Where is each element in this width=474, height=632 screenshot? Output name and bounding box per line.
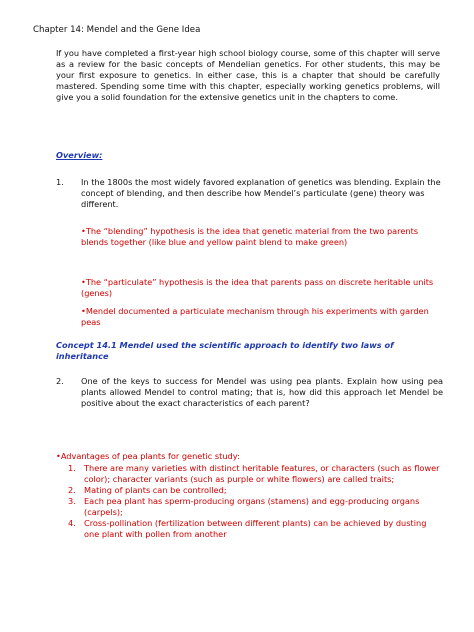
list-item-text: There are many varieties with distinct heritable features, or characters (such as flower color); character variants (such as purple or white flowers) are called traits; — [84, 463, 440, 484]
chapter-title: Chapter 14: Mendel and the Gene Idea — [33, 25, 201, 35]
list-item-number: 1. — [68, 463, 76, 473]
intro-paragraph: If you have completed a first-year high school biology course, some of this chapter will serve as a review for the basic concepts of Mendelian genetics. For other students, this may be your first exposure to genetics. In either case, this is a chapter that should be carefully mastered. Spending some time with this chapter, especially working genetics problems, will give you a solid foundation for the extensive genetics unit in the chapters to come. — [56, 48, 440, 102]
list-item — [68, 463, 440, 485]
advantages-list — [68, 463, 440, 540]
concept-heading: Concept 14.1 Mendel used the scientific approach to identify two laws of inheritance — [56, 340, 394, 361]
answer-particulate: •The “particulate” hypothesis is the idea that parents pass on discrete heritable units (genes) — [81, 277, 434, 298]
answer-mendel-peas: •Mendel documented a particulate mechanism through his experiments with garden peas — [81, 306, 429, 327]
list-item-number: 3. — [68, 496, 76, 506]
list-item-number: 4. — [68, 518, 76, 528]
list-item — [68, 485, 440, 496]
overview-heading: Overview: — [56, 150, 103, 160]
list-item-number: 2. — [68, 485, 76, 495]
question-1-text: In the 1800s the most widely favored explanation of genetics was blending. Explain the concept of blending, and then describe how Mendel’s particulate (gene) theory was different. — [81, 177, 441, 209]
advantages-heading: •Advantages of pea plants for genetic study: — [56, 451, 240, 461]
question-2-number: 2. — [56, 376, 64, 386]
list-item — [68, 496, 440, 518]
list-item — [68, 518, 440, 540]
list-item-text: Mating of plants can be controlled; — [84, 485, 227, 495]
question-1-number: 1. — [56, 177, 64, 187]
question-2-text: One of the keys to success for Mendel was using pea plants. Explain how using pea plants allowed Mendel to control mating; that is, how did this approach let Mendel be positive about the exact characteristics of each parent? — [81, 376, 443, 408]
answer-blending: •The “blending” hypothesis is the idea that genetic material from the two parents blends together (like blue and yellow paint blend to make green) — [81, 226, 419, 247]
list-item-text: Cross-pollination (fertilization between different plants) can be achieved by dusting one plant with pollen from another — [84, 518, 427, 539]
list-item-text: Each pea plant has sperm-producing organs (stamens) and egg-producing organs (carpels); — [84, 496, 420, 517]
